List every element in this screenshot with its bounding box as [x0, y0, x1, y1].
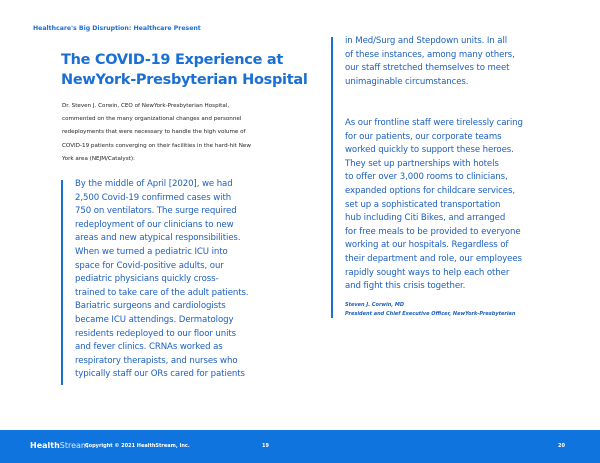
title-line: The COVID-19 Experience at — [61, 52, 283, 68]
intro-line: York area (NEJM/Catalyst): — [62, 155, 135, 162]
title-line: NewYork-Presbyterian Hospital — [61, 72, 308, 88]
signature-title: President and Chief Executive Officer, NewYork-Presbyterian — [345, 311, 516, 317]
page-title — [61, 50, 308, 90]
healthstream-logo — [30, 441, 89, 450]
quote-part-1: By the middle of April [2020], we had 2,500 Covid-19 confirmed cases with 750 on ventilators. The surge required redeployment of our clinicians to new areas and new atypical responsibilities. When we turned a pediatric ICU into space for Covid-positive adults, our pediatric physicians quickly cross- trained to take care of the adult patients. Bariatric surgeons and cardiologists became ICU attendings. Dermatology residents redeployed to our floor units and fever clinics. CRNAs worked as respiratory therapists, and nurses who typically staff our ORs cared for patients — [75, 179, 249, 380]
quote-part-2: in Med/Surg and Stepdown units. In all of these instances, among many others, our staff stretched themselves to meet unimaginable circumstances. — [345, 36, 515, 87]
section-kicker: Healthcare's Big Disruption: Healthcare Present — [33, 25, 201, 32]
page-number-left: 19 — [262, 442, 269, 449]
intro-paragraph — [62, 100, 312, 166]
footer-bar — [0, 430, 600, 463]
intro-line: Dr. Steven J. Corwin, CEO of NewYork-Presbyterian Hospital, — [62, 103, 230, 109]
intro-line: COVID-19 patients converging on their facilities in the hard-hit New — [62, 142, 251, 149]
intro-line: commented on the many organizational changes and personnel — [62, 116, 242, 123]
quote-part-3: As our frontline staff were tirelessly caring for our patients, our corporate teams worked quickly to support these heroes. They set up partnerships with hotels to offer over 3,000 rooms to clinicians, expanded options for childcare services, set up a sophisticated transportation hub including Citi Bikes, and arranged for free meals to be provided to everyone working at our hospitals. Regardless of their department and role, our employees rapidly sought ways to help each other and fight this crisis together. — [345, 118, 523, 292]
quote-attribution — [345, 301, 516, 319]
page-number-right: 20 — [558, 442, 565, 449]
logo-light: Stream — [59, 441, 89, 450]
quote-rule — [61, 180, 63, 385]
logo-bold: Health — [30, 441, 60, 450]
quote-rule — [331, 37, 333, 318]
copyright: Copyright © 2021 HealthStream, Inc. — [85, 442, 190, 449]
intro-line: redeployments that were necessary to handle the high volume of — [62, 129, 246, 136]
signature-name: Steven J. Corwin, MD — [345, 302, 405, 308]
